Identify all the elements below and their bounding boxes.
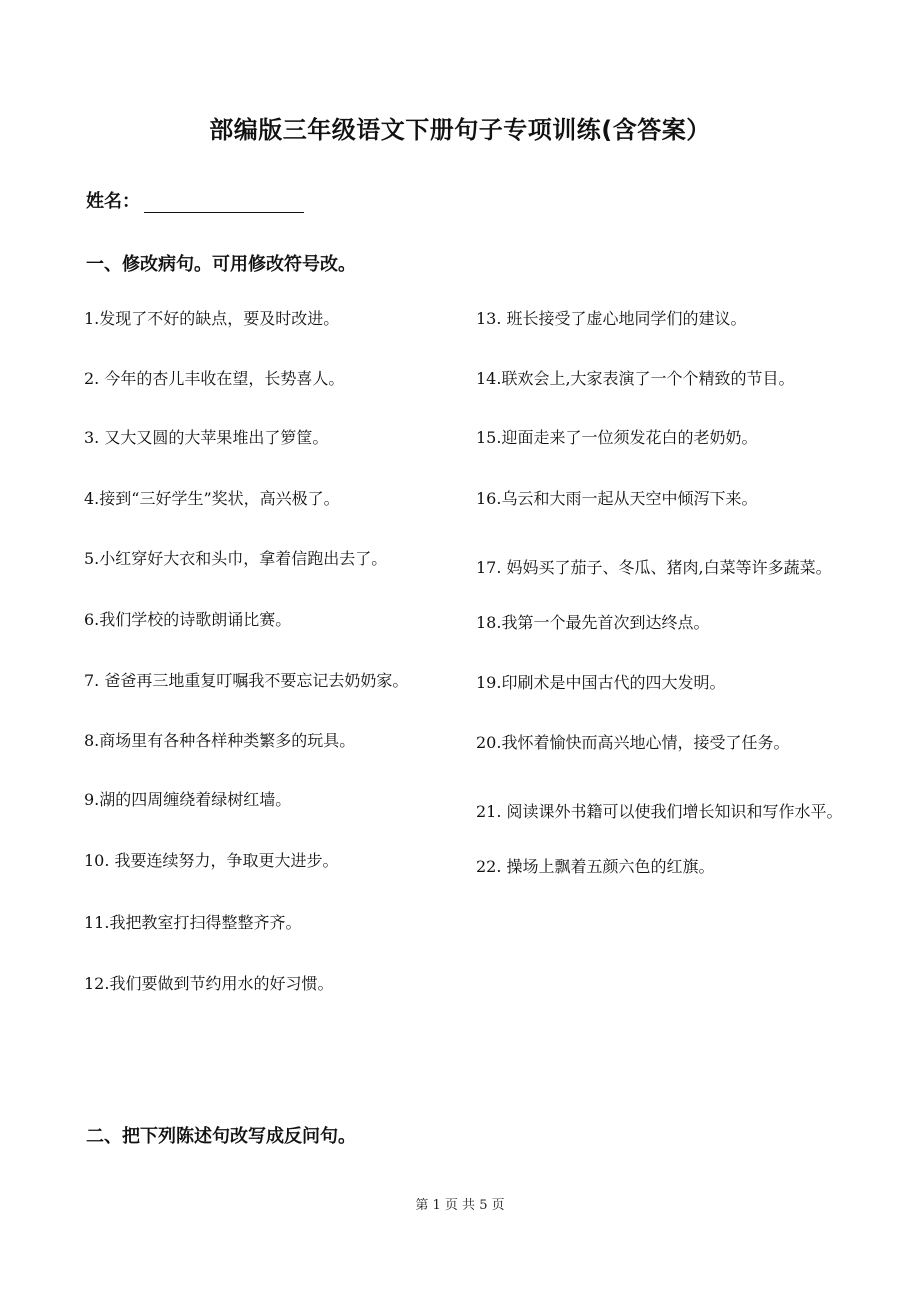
list-item: 11.我把教室打扫得整整齐齐。 [84,913,302,932]
list-item: 16.乌云和大雨一起从天空中倾泻下来。 [476,489,758,508]
section-2-heading: 二、把下列陈述句改写成反问句。 [86,1126,356,1147]
list-item: 4.接到“三好学生”奖状，高兴极了。 [84,489,340,508]
list-item: 10. 我要连续努力，争取更大进步。 [84,851,339,870]
list-item: 18.我第一个最先首次到达终点。 [476,613,710,632]
list-item: 14.联欢会上,大家表演了一个个精致的节目。 [476,369,795,388]
list-item: 17. 妈妈买了茄子、冬瓜、猪肉,白菜等许多蔬菜。 [476,558,832,577]
name-blank-line [144,194,304,213]
list-item: 15.迎面走来了一位须发花白的老奶奶。 [476,428,758,447]
list-item: 5.小红穿好大衣和头巾，拿着信跑出去了。 [84,549,388,568]
page-footer: 第 1 页 共 5 页 [415,1198,505,1213]
name-field-row [86,187,304,213]
list-item: 12.我们要做到节约用水的好习惯。 [84,974,334,993]
list-item: 6.我们学校的诗歌朗诵比赛。 [84,610,292,629]
list-item: 22. 操场上飘着五颜六色的红旗。 [476,857,715,876]
name-label: 姓名： [86,191,140,212]
list-item: 21. 阅读课外书籍可以使我们增长知识和写作水平。 [476,802,843,821]
list-item: 13. 班长接受了虚心地同学们的建议。 [476,309,747,328]
page-title: 部编版三年级语文下册句子专项训练(含答案） [209,116,711,144]
list-item: 19.印刷术是中国古代的四大发明。 [476,673,726,692]
list-item: 9.湖的四周缠绕着绿树红墙。 [84,790,292,809]
items-left-column [84,304,464,999]
list-item: 3. 又大又圆的大苹果堆出了箩筐。 [84,428,329,447]
list-item: 2. 今年的杏儿丰收在望，长势喜人。 [84,369,345,388]
list-item: 7. 爸爸再三地重复叮嘱我不要忘记去奶奶家。 [84,671,409,690]
section-1-heading: 一、修改病句。可用修改符号改。 [86,254,356,275]
items-right-column [476,304,846,882]
list-item: 8.商场里有各种各样种类繁多的玩具。 [84,731,356,750]
list-item: 20.我怀着愉快而高兴地心情，接受了任务。 [476,733,790,752]
list-item: 1.发现了不好的缺点，要及时改进。 [84,309,340,328]
